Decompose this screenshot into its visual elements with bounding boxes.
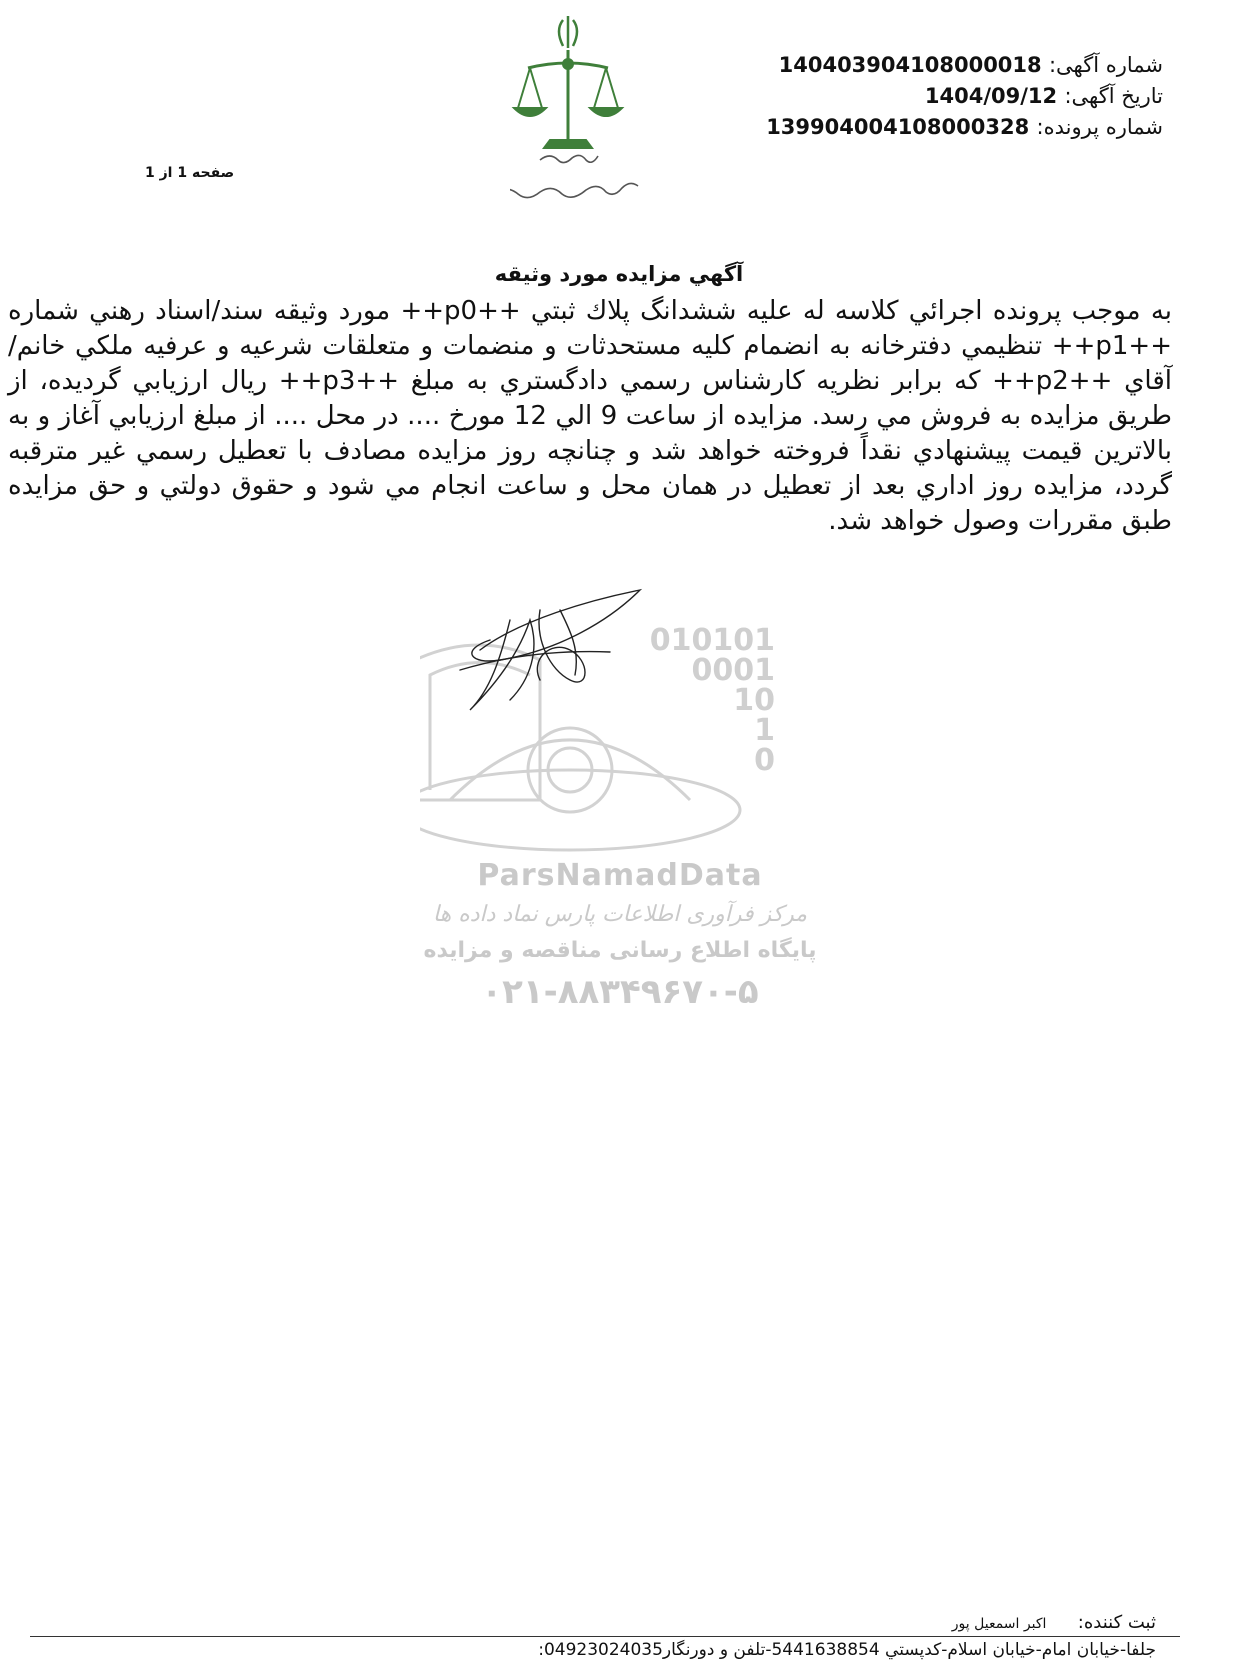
watermark-tagline: پایگاه اطلاع رسانی مناقصه و مزایده (423, 938, 817, 963)
watermark-digit-line: 0001 (691, 653, 775, 688)
office-address: جلفا-خيابان امام-خيابان اسلام-كدپستي 5441638854-تلفن و دورنگار04923024035: (538, 1640, 1156, 1660)
watermark-digit-line: 10 (733, 683, 775, 718)
registrar-name: اكبر اسمعيل پور (951, 1616, 1047, 1632)
judiciary-emblem-icon (510, 8, 710, 208)
watermark-phone: ۰۲۱-۸۸۳۴۹۶۷۰-۵ (481, 972, 759, 1012)
notice-date-label: تاریخ آگهی: (1064, 84, 1163, 108)
notice-number: 140403904108000018 (778, 53, 1042, 77)
watermark-brand: ParsNamadData (477, 858, 763, 893)
case-number-row (743, 112, 1163, 143)
notice-number-label: شماره آگهی: (1048, 53, 1163, 77)
case-number-label: شماره پرونده: (1036, 115, 1163, 139)
notice-date: 1404/09/12 (924, 84, 1058, 108)
registrar (952, 1612, 1156, 1633)
document-title: آگهي مزايده مورد وثيقه (494, 262, 744, 286)
watermark-subtitle: مرکز فرآوری اطلاعات پارس نماد داده ها (432, 902, 808, 927)
watermark-digit-line: 010101 (649, 623, 775, 658)
notice-date-row (743, 81, 1163, 112)
signature-icon (440, 580, 680, 730)
notice-meta (743, 50, 1163, 143)
watermark-digit-line: 0 (754, 743, 775, 778)
page-indicator: صفحه 1 از 1 (145, 165, 235, 181)
registrar-label: ثبت كننده: (1077, 1612, 1156, 1633)
notice-number-row (743, 50, 1163, 81)
case-number: 139904004108000328 (766, 115, 1030, 139)
footer-divider (30, 1636, 1180, 1637)
watermark-digit-line: 1 (754, 713, 775, 748)
notice-body: به موجب پرونده اجرائي كلاسه له عليه ششدانگ پلاك ثبتي ++p0++ مورد وثيقه سند/اسناد رهني شماره ++p1++ تنظيمي دفترخانه به انضمام كليه مستحدثات و منضمات و متعلقات شرعيه و عرفيه ملكي خانم/آقاي ++p2++ كه برابر نظريه كارشناس رسمي دادگستري به مبلغ ++p3++ ريال ارزيابي گرديده، از طريق مزايده به فروش مي رسد. مزايده از ساعت 9 الي 12 مورخ .... در محل .... از مبلغ ارزيابي آغاز و به بالاترين قيمت پيشنهادي نقداً فروخته خواهد شد و چنانچه روز مزايده مصادف با تعطيل رسمي غير مترقبه گردد، مزايده روز اداري بعد از تعطيل در همان محل و ساعت انجام مي شود و حقوق دولتي و حق مزايده طبق مقررات وصول خواهد شد. (8, 296, 1172, 536)
